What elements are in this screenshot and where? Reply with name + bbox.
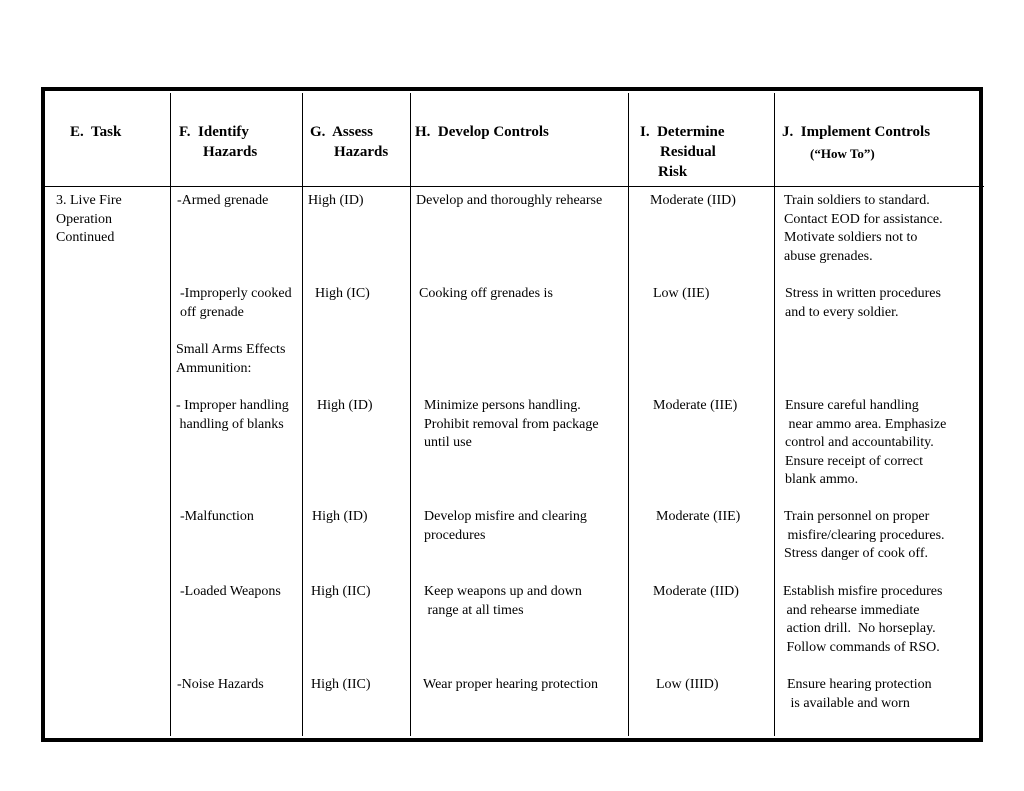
hazard-cell: Small Arms Effects Ammunition: <box>176 342 286 376</box>
risk-cell: Low (IIID) <box>656 677 719 692</box>
column-divider <box>170 93 171 736</box>
control-cell: Minimize persons handling. Prohibit removal from package until use <box>424 398 599 451</box>
header-develop-controls: H. Develop Controls <box>415 124 549 140</box>
risk-cell: Moderate (IID) <box>653 584 739 599</box>
assess-cell: High (ID) <box>308 193 364 208</box>
control-cell: Keep weapons up and down range at all times <box>424 584 582 618</box>
implement-cell: Ensure careful handling near ammo area. Emphasize control and accountability. Ensure receipt of correct blank ammo. <box>785 398 947 488</box>
assess-cell: High (IC) <box>315 286 370 301</box>
control-cell: Wear proper hearing protection <box>423 677 598 692</box>
risk-cell: Moderate (IIE) <box>656 509 741 524</box>
header-implement-controls-how-to: (“How To”) <box>810 146 875 161</box>
hazard-cell: -Loaded Weapons <box>180 584 281 599</box>
implement-cell: Ensure hearing protection is available and worn <box>787 677 932 711</box>
implement-cell: Stress in written procedures and to every soldier. <box>785 286 941 320</box>
hazard-cell: - Improper handling handling of blanks <box>176 398 289 432</box>
header-determine-risk-2: Residual <box>660 144 716 160</box>
assess-cell: High (IIC) <box>311 677 371 692</box>
header-identify-hazards: F. Identify <box>179 124 249 140</box>
control-cell: Cooking off grenades is <box>419 286 553 301</box>
header-implement-controls: J. Implement Controls <box>782 124 931 140</box>
risk-cell: Low (IIE) <box>653 286 710 301</box>
control-cell: Develop misfire and clearing procedures <box>424 509 587 543</box>
hazard-cell: -Armed grenade <box>177 193 269 208</box>
hazard-cell: -Malfunction <box>180 509 254 524</box>
implement-cell: Train personnel on proper misfire/clearing procedures. Stress danger of cook off. <box>784 509 945 562</box>
risk-cell: Moderate (IID) <box>650 193 736 208</box>
implement-cell: Train soldiers to standard. Contact EOD for assistance. Motivate soldiers not to abuse grenades. <box>784 193 943 264</box>
hazard-cell: -Noise Hazards <box>177 677 264 692</box>
assess-cell: High (ID) <box>312 509 368 524</box>
hazard-cell: -Improperly cooked off grenade <box>180 286 292 320</box>
header-assess-hazards: G. Assess <box>310 124 373 140</box>
column-divider <box>774 93 775 736</box>
implement-cell: Establish misfire procedures and rehearse immediate action drill. No horseplay. Follow commands of RSO. <box>783 584 943 655</box>
header-determine-risk: I. Determine <box>640 124 725 140</box>
task-cell: 3. Live Fire Operation Continued <box>56 193 122 246</box>
risk-cell: Moderate (IIE) <box>653 398 738 413</box>
header-identify-hazards-2: Hazards <box>203 144 258 160</box>
header-divider <box>45 186 984 187</box>
header-determine-risk-3: Risk <box>658 164 688 180</box>
column-divider <box>410 93 411 736</box>
assess-cell: High (ID) <box>317 398 373 413</box>
header-task: E. Task <box>70 124 122 140</box>
column-divider <box>302 93 303 736</box>
control-cell: Develop and thoroughly rehearse <box>416 193 603 208</box>
column-divider <box>628 93 629 736</box>
assess-cell: High (IIC) <box>311 584 371 599</box>
header-assess-hazards-2: Hazards <box>334 144 389 160</box>
